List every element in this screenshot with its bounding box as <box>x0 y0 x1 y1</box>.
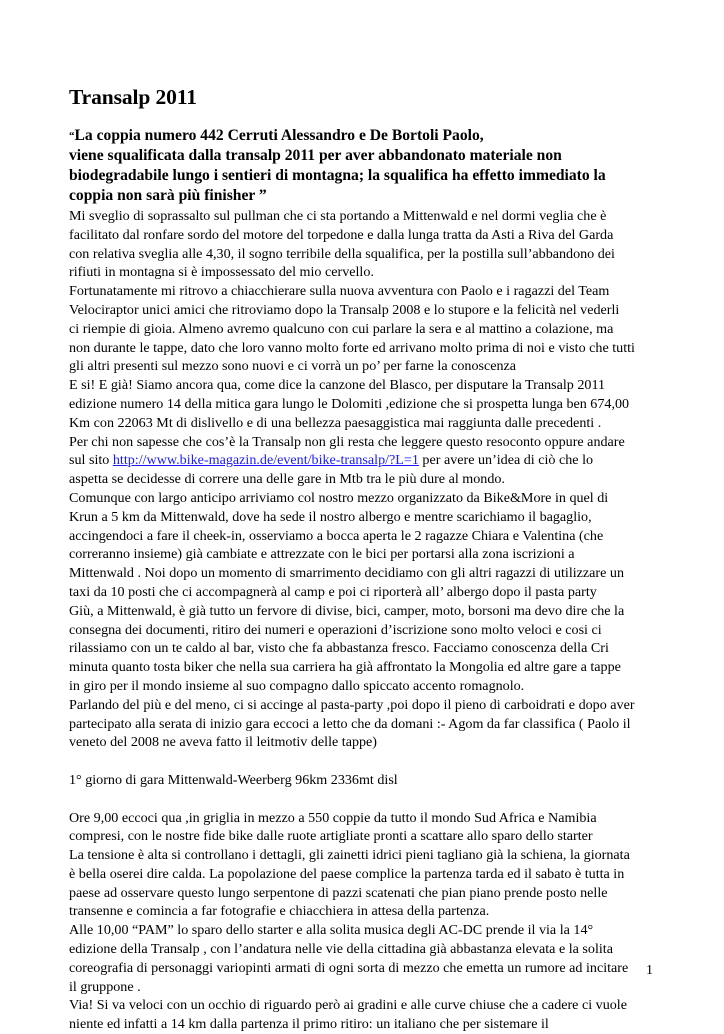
text-line: La tensione è alta si controllano i dettagli, gli zainetti idrici pieni tagliano già la schiena, la giornata <box>69 846 659 865</box>
quote-line: biodegradabile lungo i sentieri di montagna; la squalifica ha effetto immediato la <box>69 166 659 186</box>
text-line: gli altri presenti sul mezzo sono nuovi e ci vorrà un po’ per farne la conoscenza <box>69 357 659 376</box>
text-line: è bella oserei dire calda. La popolazione del paese complice la partenza tarda ed il sabato è tutta in <box>69 865 659 884</box>
text-line: E si! E già! Siamo ancora qua, come dice la canzone del Blasco, per disputare la Transalp 2011 <box>69 376 659 395</box>
text-line: Krun a 5 km da Mittenwald, dove ha sede il nostro albergo e mentre scarichiamo il bagaglio, <box>69 508 659 527</box>
text-line: il gruppone . <box>69 978 659 997</box>
text-line: Alle 10,00 “PAM” lo sparo dello starter e alla solita musica degli AC-DC prende il via la 14° <box>69 921 659 940</box>
text-line: taxi da 10 posti che ci accompagnerà al camp e poi ci riporterà all’ albergo dopo il pasta party <box>69 583 659 602</box>
text-line: Fortunatamente mi ritrovo a chiacchierare sulla nuova avventura con Paolo e i ragazzi del Team <box>69 282 659 301</box>
quote-line: coppia non sarà più finisher ” <box>69 186 659 206</box>
text-line: partecipato alla serata di inizio gara eccoci a letto che da domani :- Agom da far classifica ( Paolo il <box>69 715 659 734</box>
text-line: Per chi non sapesse che cos’è la Transalp non gli resta che leggere questo resoconto oppure andare <box>69 433 659 452</box>
text-line: Km con 22063 Mt di dislivello e di una bellezza paesaggistica mai raggiunta dalle precedenti . <box>69 414 659 433</box>
bike-magazin-link[interactable]: http://www.bike-magazin.de/event/bike-transalp/?L=1 <box>113 452 419 468</box>
text-line: edizione della Transalp , con l’andatura nelle vie della cittadina già abbastanza elevata e la solita <box>69 940 659 959</box>
text-line: correranno insieme) già cambiate e attrezzate con le bici per portarsi alla zona iscrizioni a <box>69 545 659 564</box>
text-line: edizione numero 14 della mitica gara lungo le Dolomiti ,edizione che si prospetta lunga ben 674,00 <box>69 395 659 414</box>
text-line: Giù, a Mittenwald, è già tutto un fervore di divise, bici, camper, moto, borsoni ma devo dire che la <box>69 602 659 621</box>
text-line: Via! Si va veloci con un occhio di riguardo però ai gradini e alle curve chiuse che a cadere ci vuole <box>69 996 659 1015</box>
text-line: Parlando del più e del meno, ci si accinge al pasta-party ,poi dopo il pieno di carboidrati e dopo aver <box>69 696 659 715</box>
text-line: facilitato dal ronfare sordo del motore del torpedone e dalla lunga tratta da Asti a Riva del Garda <box>69 226 659 245</box>
page-number: 1 <box>646 963 653 979</box>
text-line: veneto del 2008 ne aveva fatto il leitmotiv delle tappe) <box>69 733 659 752</box>
text-line: consegna dei documenti, ritiro dei numeri e operazioni d’iscrizione sono molto veloci e cosi ci <box>69 621 659 640</box>
text-line: coreografia di personaggi variopinti armati di ogni sorta di mezzo che emetta un rumore ad incitare <box>69 959 659 978</box>
text-line: Mittenwald . Noi dopo un momento di smarrimento decidiamo con gli altri ragazzi di utilizzare un <box>69 564 659 583</box>
stage-heading: 1° giorno di gara Mittenwald-Weerberg 96km 2336mt disl <box>69 771 659 790</box>
text-line: rilassiamo con un te caldo al bar, visto che fa abbastanza fresco. Facciamo conoscenza della Cri <box>69 639 659 658</box>
link-line: sul sito http://www.bike-magazin.de/event/bike-transalp/?L=1 per avere un’idea di ciò che lo <box>69 451 659 470</box>
paragraph-block <box>69 809 659 1034</box>
text-line: aspetta se decidesse di correre una delle gare in Mtb tra le più dure al mondo. <box>69 470 659 489</box>
blank-line <box>69 790 659 809</box>
text-line: ci riempie di gioia. Almeno avremo qualcuno con cui parlare la sera e al mattino a colazione, ma <box>69 320 659 339</box>
quote-line: viene squalificata dalla transalp 2011 per aver abbandonato materiale non <box>69 146 659 166</box>
paragraph-block <box>69 470 659 752</box>
text-line: non durante le tappe, dato che loro vanno molto forte ed arrivano molto prima di noi e visto che tutti <box>69 339 659 358</box>
text-line: con relativa sveglia alle 4,30, il sogno terribile della squalifica, per la postilla sull’abbandono dei <box>69 245 659 264</box>
blank-line <box>69 752 659 771</box>
paragraph-block <box>69 207 659 451</box>
text-line: niente ed infatti a 14 km dalla partenza il primo ritiro: un italiano che per sistemare il <box>69 1015 659 1034</box>
quote-line: “La coppia numero 442 Cerruti Alessandro e De Bortoli Paolo, <box>69 126 659 146</box>
text-line: rifiuti in montagna si è impossessato del mio cervello. <box>69 263 659 282</box>
body-text <box>69 207 659 1034</box>
document-title: Transalp 2011 <box>69 84 659 110</box>
document-page <box>69 84 659 1034</box>
text-line: Ore 9,00 eccoci qua ,in griglia in mezzo a 550 coppie da tutto il mondo Sud Africa e Namibia <box>69 809 659 828</box>
text-line: Mi sveglio di soprassalto sul pullman che ci sta portando a Mittenwald e nel dormi veglia che è <box>69 207 659 226</box>
quote-open-mark: “ <box>69 130 75 142</box>
text-line: in giro per il mondo insieme al suo compagno dallo spiccato accento romagnolo. <box>69 677 659 696</box>
text-line: Comunque con largo anticipo arriviamo col nostro mezzo organizzato da Bike&More in quel di <box>69 489 659 508</box>
text-line: compresi, con le nostre fide bike dalle ruote artigliate pronti a scattare allo sparo dello starter <box>69 827 659 846</box>
disqualification-quote <box>69 126 659 206</box>
text-line: transenne e comincia a far fotografie e chiacchiera in attesa della partenza. <box>69 902 659 921</box>
text-line: accingendoci a fare il cheek-in, osserviamo a bocca aperta le 2 ragazze Chiara e Valentina (che <box>69 527 659 546</box>
text-line: minuta quanto tosta biker che nella sua carriera ha già affrontato la Mongolia ed altre gare a tappe <box>69 658 659 677</box>
text-line: Velociraptor unici amici che ritroviamo dopo la Transalp 2008 e lo stupore e la felicità nel vederli <box>69 301 659 320</box>
text-line: paese ad osservare questo lungo serpentone di pazzi scatenati che pian piano prende posto nelle <box>69 884 659 903</box>
